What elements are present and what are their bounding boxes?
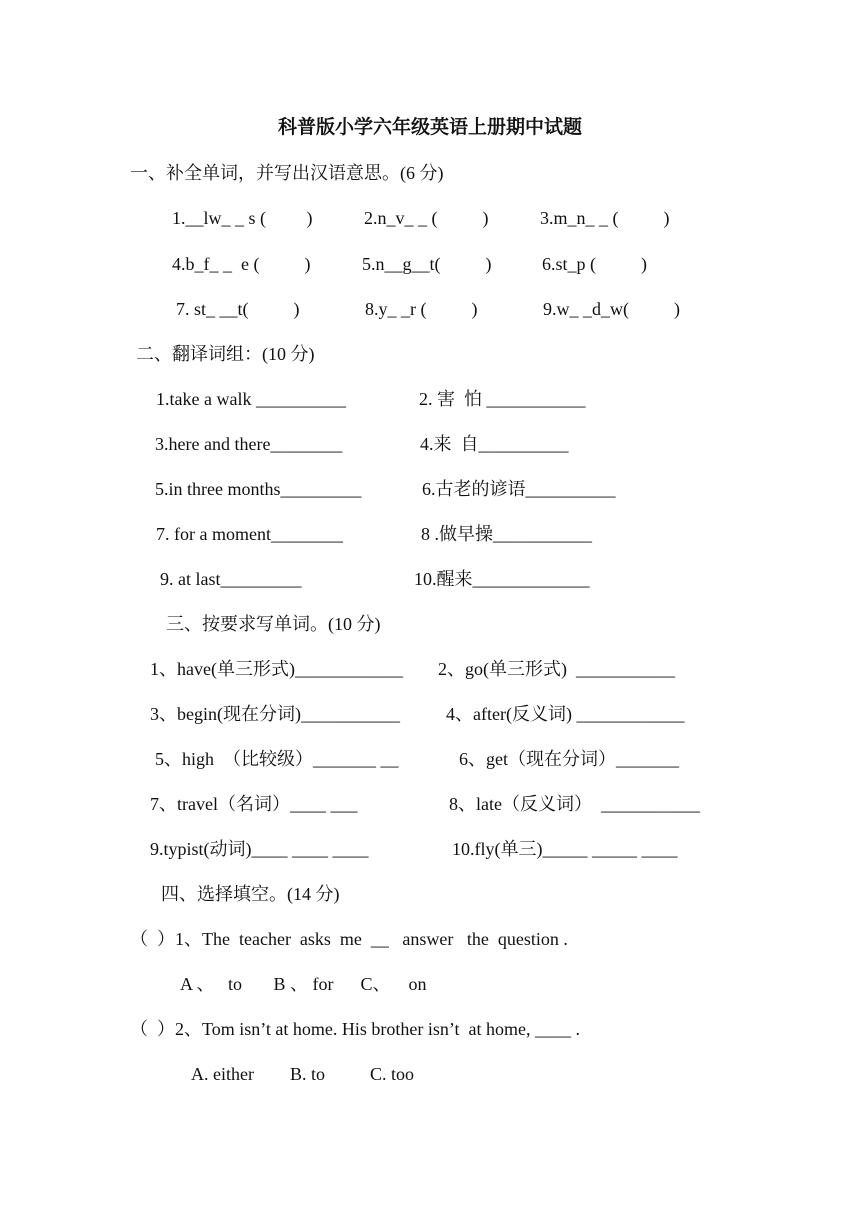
section-2-item: 5.in three months_________ [155,479,362,499]
section-3-item: 6、get（现在分词）_______ [459,749,679,769]
section-2-item: 10.醒来_____________ [414,569,590,589]
section-1-item: 8.y_ _r ( ) [365,299,478,319]
section-3-item: 9.typist(动词)____ ____ ____ [150,839,369,859]
page-title: 科普版小学六年级英语上册期中试题 [277,117,582,138]
question-stem: （ ）1、The teacher asks me __ answer the question . [130,929,568,949]
section-1-item: 6.st_p ( ) [542,254,647,274]
section-1-item: 7. st_ __t( ) [176,299,300,319]
section-2-item: 7. for a moment________ [156,524,343,544]
section-2-item: 8 .做早操___________ [421,524,592,544]
question-options: A 、 to B 、 for C、 on [180,974,427,994]
section-3-item: 3、begin(现在分词)___________ [150,704,400,724]
section-2-item: 6.古老的谚语__________ [422,479,616,499]
section-1-item: 5.n__g__t( ) [362,254,492,274]
section-1-item: 2.n_v_ _ ( ) [364,208,489,228]
section-4-heading: 四、选择填空。(14 分) [161,884,340,904]
section-3-item: 8、late（反义词） ___________ [449,794,700,814]
section-1-item: 9.w_ _d_w( ) [543,299,680,319]
section-2-item: 2. 害 怕 ___________ [419,389,586,409]
section-2-item: 1.take a walk __________ [156,389,346,409]
question-options: A. either B. to C. too [191,1064,414,1084]
section-3-item: 7、travel（名词）____ ___ [150,794,358,814]
section-3-heading: 三、按要求写单词。(10 分) [166,614,381,634]
section-3-item: 1、have(单三形式)____________ [150,659,403,679]
section-1-heading: 一、补全单词，并写出汉语意思。(6 分) [130,163,444,183]
section-2-item: 3.here and there________ [155,434,343,454]
section-3-item: 10.fly(单三)_____ _____ ____ [452,839,678,859]
section-2-item: 4.来 自__________ [420,434,569,454]
section-2-heading: 二、翻译词组：(10 分) [136,344,315,364]
section-1-item: 1.__lw_ _ s ( ) [172,208,313,228]
section-3-item: 4、after(反义词) ____________ [446,704,685,724]
section-3-item: 2、go(单三形式) ___________ [438,659,675,679]
section-1-item: 4.b_f_ _ e ( ) [172,254,311,274]
section-2-item: 9. at last_________ [160,569,302,589]
question-stem: （ ）2、Tom isn’t at home. His brother isn’t at home, ____ . [130,1019,581,1039]
section-1-item: 3.m_n_ _ ( ) [540,208,670,228]
section-3-item: 5、high （比较级）_______ __ [155,749,399,769]
